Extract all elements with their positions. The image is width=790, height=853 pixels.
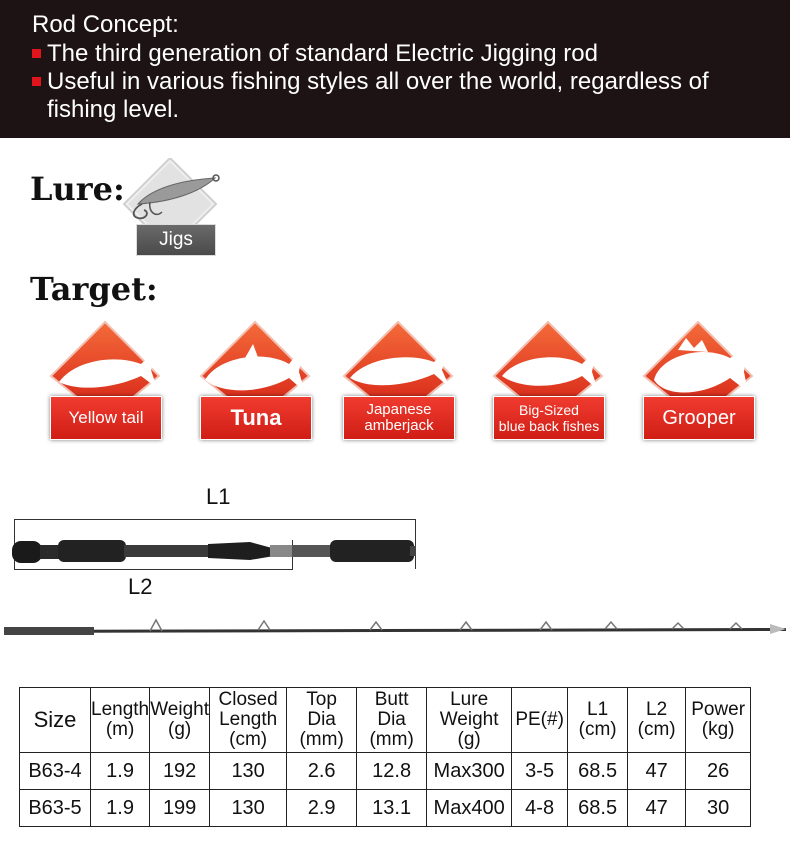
table-cell: B63-4	[20, 753, 91, 790]
spec-table	[19, 687, 751, 827]
header-weight: Weight (g)	[150, 688, 210, 753]
l2-label: L2	[128, 574, 153, 599]
table-cell: 192	[150, 753, 210, 790]
target-label: Target:	[30, 270, 158, 308]
target-label-bluefish	[493, 396, 605, 440]
concept-item-text: The third generation of standard Electric Jigging rod	[47, 40, 598, 67]
concept-item	[32, 68, 772, 124]
target-name: Tuna	[230, 405, 282, 430]
table-cell: 1.9	[91, 790, 150, 827]
l1-label: L1	[206, 484, 231, 509]
header-pe: PE(#)	[512, 688, 568, 753]
jigs-badge	[136, 224, 216, 256]
concept-title: Rod Concept:	[32, 11, 179, 38]
rod-handle-image	[0, 530, 790, 570]
table-cell: 13.1	[357, 790, 427, 827]
table-cell: 47	[628, 753, 686, 790]
rod-blank-image	[0, 612, 790, 642]
target-label-tuna	[200, 396, 312, 440]
header-closed-length: Closed Length (cm)	[210, 688, 287, 753]
target-label-amberjack	[343, 396, 455, 440]
table-row	[20, 790, 751, 827]
target-name-line: Big-Sized	[519, 402, 579, 418]
table-cell: 4-8	[512, 790, 568, 827]
table-row	[20, 753, 751, 790]
table-cell: 3-5	[512, 753, 568, 790]
target-card-tuna	[195, 320, 315, 442]
table-cell: 68.5	[568, 753, 628, 790]
table-cell: 47	[628, 790, 686, 827]
header-top-dia: Top Dia (mm)	[287, 688, 357, 753]
header-lure-weight: Lure Weight (g)	[427, 688, 512, 753]
target-name-line: amberjack	[364, 417, 434, 434]
table-cell: 26	[686, 753, 751, 790]
header-size: Size	[20, 688, 91, 753]
target-name: Grooper	[662, 406, 736, 429]
jigs-badge-label: Jigs	[159, 229, 193, 250]
jig-lure-icon	[120, 158, 220, 258]
table-cell: B63-5	[20, 790, 91, 827]
bullet-icon	[32, 49, 41, 58]
target-label-yellowtail	[50, 396, 162, 440]
table-cell: Max400	[427, 790, 512, 827]
concept-item	[32, 40, 772, 68]
table-cell: 30	[686, 790, 751, 827]
header-butt-dia: Butt Dia (mm)	[357, 688, 427, 753]
rod-concept-banner	[0, 0, 790, 138]
target-card-amberjack	[338, 320, 458, 442]
header-power: Power (kg)	[686, 688, 751, 753]
header-length: Length (m)	[91, 688, 150, 753]
table-cell: 130	[210, 753, 287, 790]
table-cell: 12.8	[357, 753, 427, 790]
target-card-bluefish	[488, 320, 608, 442]
table-cell: Max300	[427, 753, 512, 790]
bullet-icon	[32, 77, 41, 86]
target-card-yellowtail	[45, 320, 165, 442]
header-l2: L2 (cm)	[628, 688, 686, 753]
target-card-grouper	[638, 320, 758, 442]
table-cell: 68.5	[568, 790, 628, 827]
concept-item-text: Useful in various fishing styles all over the world, regardless of fishing level.	[47, 68, 709, 123]
lure-label: Lure:	[30, 170, 125, 208]
target-label-grouper	[643, 396, 755, 440]
target-name: Yellow tail	[68, 408, 144, 427]
table-cell: 130	[210, 790, 287, 827]
header-l1: L1 (cm)	[568, 688, 628, 753]
table-header-row	[20, 688, 751, 753]
table-cell: 2.6	[287, 753, 357, 790]
target-name-line: blue back fishes	[498, 418, 600, 434]
table-cell: 2.9	[287, 790, 357, 827]
table-cell: 1.9	[91, 753, 150, 790]
table-cell: 199	[150, 790, 210, 827]
target-name-line: Japanese	[366, 401, 432, 418]
